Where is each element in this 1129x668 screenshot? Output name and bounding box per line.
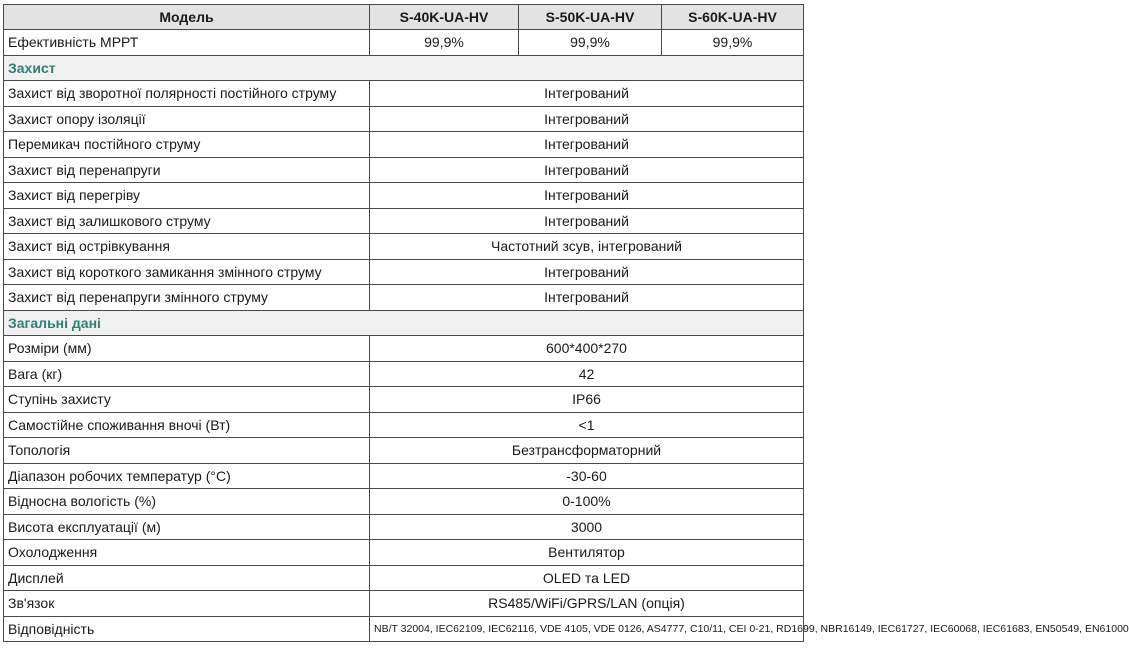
row-label: Висота експлуатації (м)	[4, 514, 370, 540]
row-value: Інтегрований	[370, 285, 804, 311]
row-label: Розміри (мм)	[4, 336, 370, 362]
row-value: Інтегрований	[370, 81, 804, 107]
row-label: Захист від острівкування	[4, 234, 370, 260]
row-value: Інтегрований	[370, 259, 804, 285]
row-label: Топологія	[4, 438, 370, 464]
table-row	[4, 132, 804, 158]
section-header-general	[4, 310, 804, 336]
row-label: Ступінь захисту	[4, 387, 370, 413]
row-value: Інтегрований	[370, 208, 804, 234]
row-value: RS485/WiFi/GPRS/LAN (опція)	[370, 591, 804, 617]
table-row	[4, 336, 804, 362]
table-row	[4, 565, 804, 591]
row-value: 42	[370, 361, 804, 387]
table-row	[4, 412, 804, 438]
row-value: Вентилятор	[370, 540, 804, 566]
row-value: Інтегрований	[370, 132, 804, 158]
row-label: Охолодження	[4, 540, 370, 566]
compliance-row	[4, 616, 804, 642]
row-value: OLED та LED	[370, 565, 804, 591]
row-label: Відносна вологість (%)	[4, 489, 370, 515]
row-label: Самостійне споживання вночі (Вт)	[4, 412, 370, 438]
row-label: Захист опору ізоляції	[4, 106, 370, 132]
table-row	[4, 234, 804, 260]
row-value: 0-100%	[370, 489, 804, 515]
model-name: S-60K-UA-HV	[662, 5, 804, 30]
row-value: IP66	[370, 387, 804, 413]
section-header-protection	[4, 55, 804, 81]
section-title: Загальні дані	[4, 310, 804, 336]
mppt-row	[4, 30, 804, 56]
row-value: -30-60	[370, 463, 804, 489]
table-row	[4, 591, 804, 617]
table-row	[4, 540, 804, 566]
row-value: Інтегрований	[370, 157, 804, 183]
table-row	[4, 106, 804, 132]
row-label: Відповідність	[4, 616, 370, 642]
protection-rows	[4, 81, 804, 311]
row-label: Дисплей	[4, 565, 370, 591]
table-row	[4, 361, 804, 387]
model-name: S-50K-UA-HV	[519, 5, 662, 30]
table-row	[4, 489, 804, 515]
table-row	[4, 157, 804, 183]
row-value: Інтегрований	[370, 183, 804, 209]
table-row	[4, 514, 804, 540]
row-label: Вага (кг)	[4, 361, 370, 387]
row-label: Зв'язок	[4, 591, 370, 617]
row-value: Безтрансформаторний	[370, 438, 804, 464]
table-row	[4, 438, 804, 464]
row-label: Захист від перенапруги	[4, 157, 370, 183]
model-header: Модель	[4, 5, 370, 30]
row-label: Захист від залишкового струму	[4, 208, 370, 234]
model-name: S-40K-UA-HV	[370, 5, 519, 30]
row-label: Захист від зворотної полярності постійного струму	[4, 81, 370, 107]
row-label: Ефективність МРРТ	[4, 30, 370, 56]
spec-table	[3, 4, 1129, 642]
table-row	[4, 259, 804, 285]
row-value: 99,9%	[370, 30, 519, 56]
row-value: <1	[370, 412, 804, 438]
table-row	[4, 463, 804, 489]
row-value: 99,9%	[519, 30, 662, 56]
table-row	[4, 208, 804, 234]
compliance-standards: NB/T 32004, IEC62109, IEC62116, VDE 4105, VDE 0126, AS4777, C10/11, CEI 0-21, RD1699, NBR16149, IEC61727, IEC60068, IEC61683, EN50549, EN61000	[370, 616, 804, 642]
row-value: 99,9%	[662, 30, 804, 56]
table-row	[4, 183, 804, 209]
header-row	[4, 5, 804, 30]
row-label: Діапазон робочих температур (°C)	[4, 463, 370, 489]
table-row	[4, 387, 804, 413]
table-row	[4, 81, 804, 107]
row-value: Інтегрований	[370, 106, 804, 132]
row-label: Захист від перенапруги змінного струму	[4, 285, 370, 311]
row-label: Захист від перегріву	[4, 183, 370, 209]
row-value: 600*400*270	[370, 336, 804, 362]
row-value: Частотний зсув, інтегрований	[370, 234, 804, 260]
general-rows	[4, 336, 804, 617]
row-label: Захист від короткого замикання змінного струму	[4, 259, 370, 285]
row-label: Перемикач постійного струму	[4, 132, 370, 158]
table-row	[4, 285, 804, 311]
section-title: Захист	[4, 55, 804, 81]
row-value: 3000	[370, 514, 804, 540]
